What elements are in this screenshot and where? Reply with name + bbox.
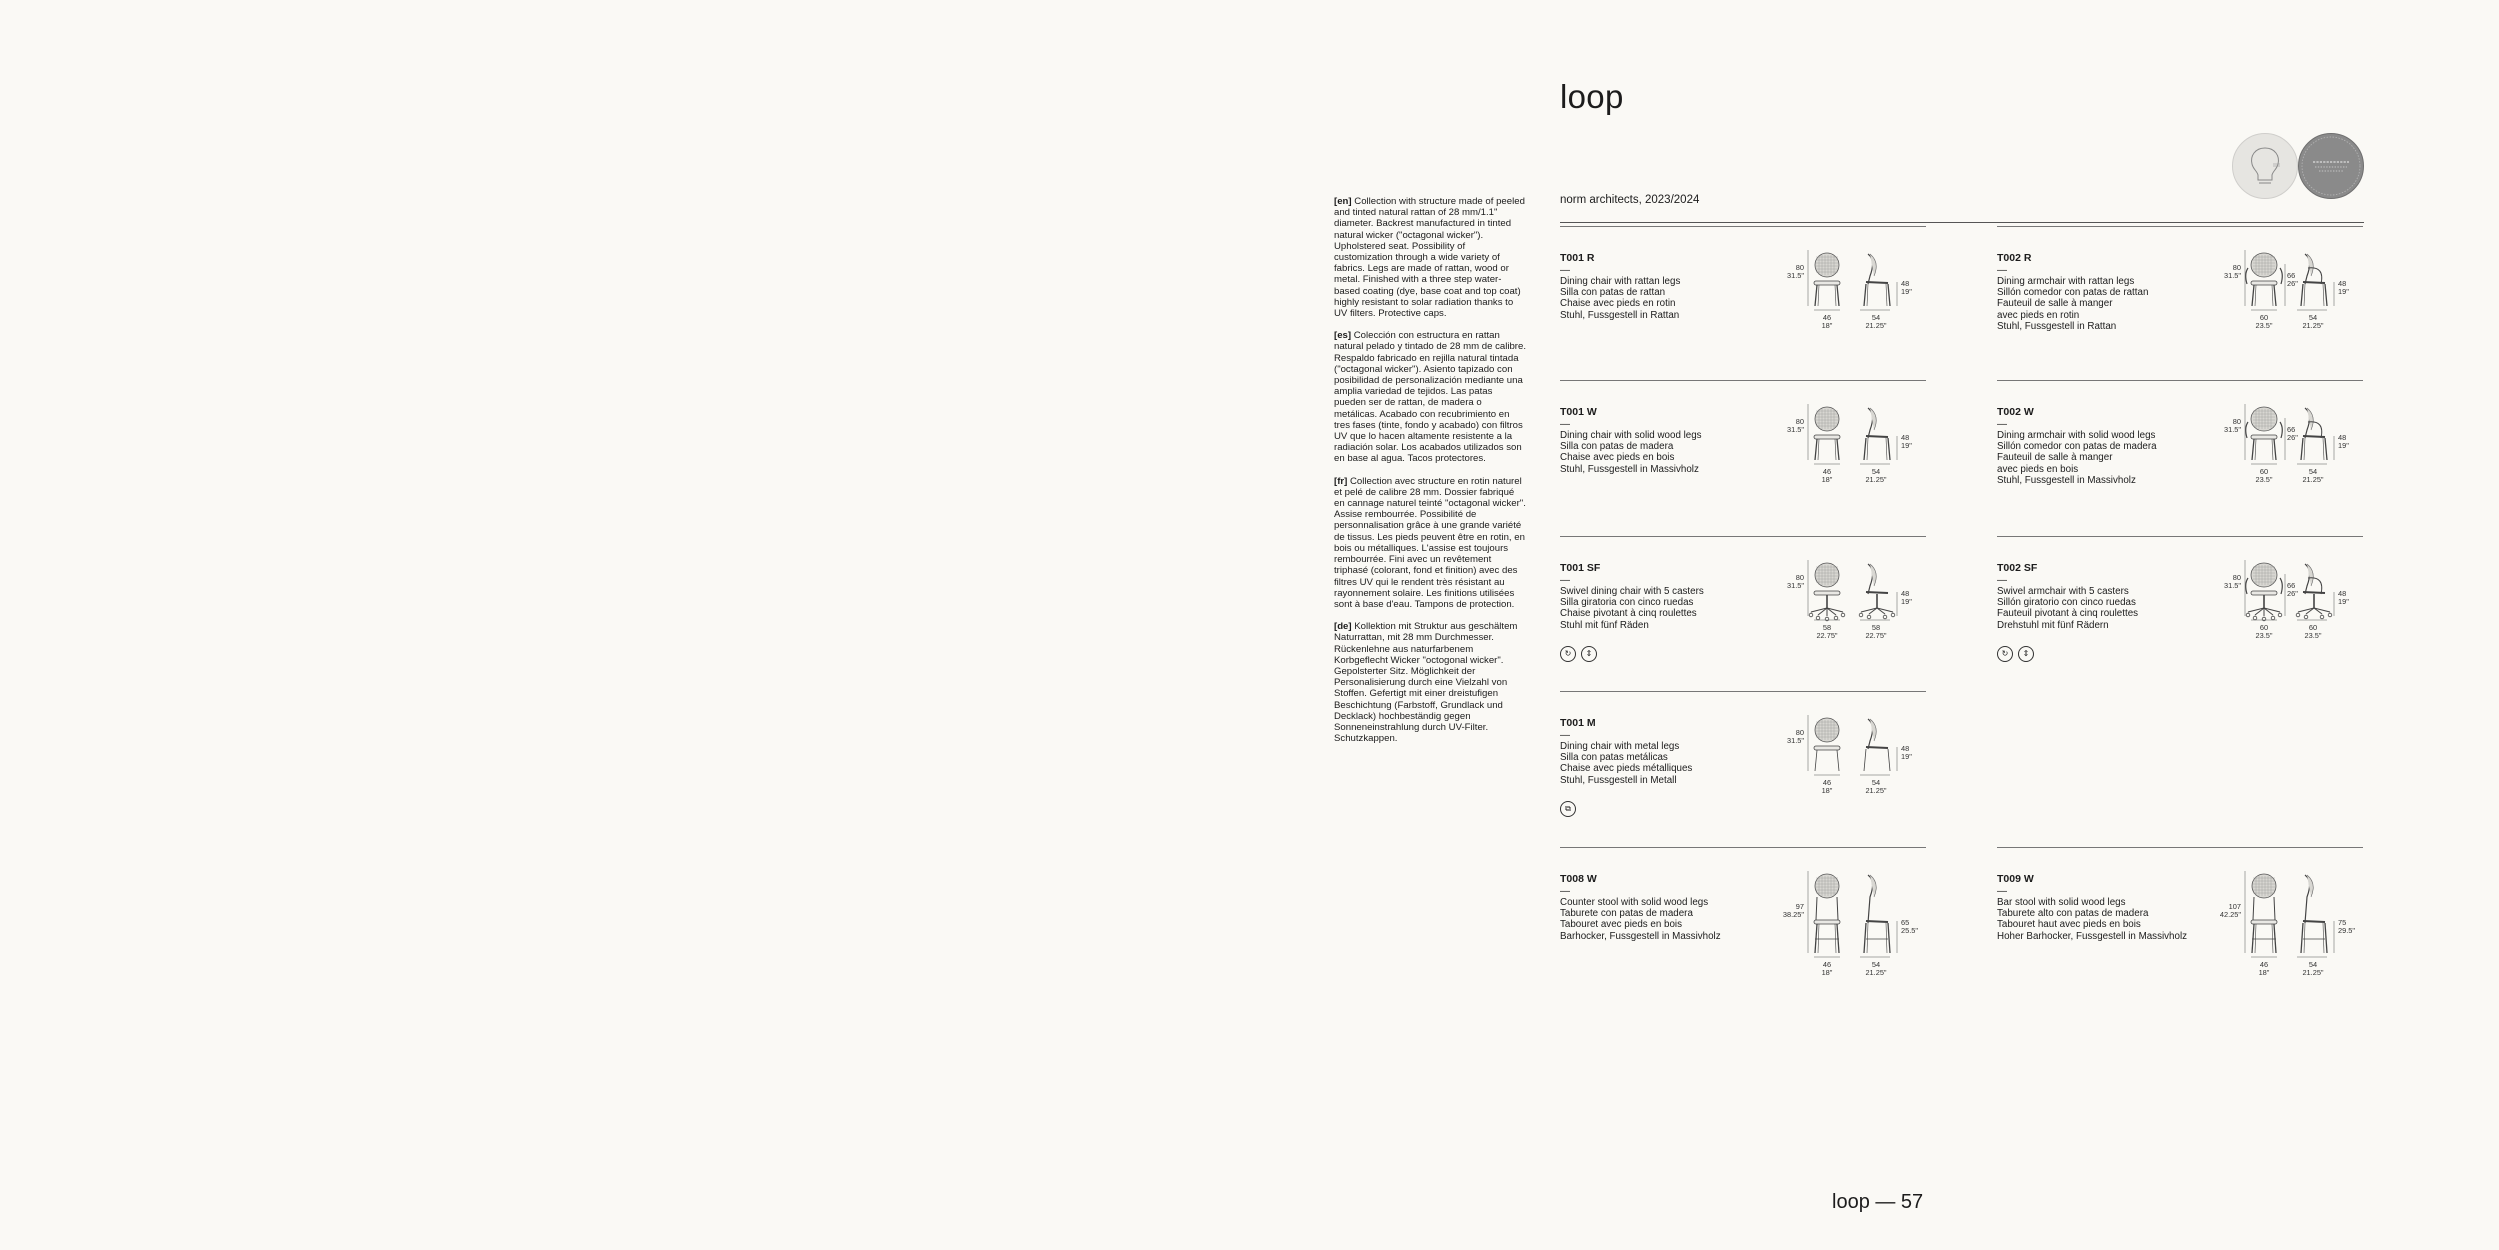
product-name-line: Stuhl mit fünf Räden xyxy=(1560,619,1649,631)
product-drawing xyxy=(2207,404,2363,516)
chair-drawing xyxy=(1814,253,1890,306)
product-name-line: Silla con patas metálicas xyxy=(1560,752,1668,764)
product-name-line: Fauteuil de salle à manger xyxy=(1997,298,2113,310)
depth-dimension: 54 xyxy=(2308,960,2318,969)
depth-dimension-inches: 21.25" xyxy=(2302,968,2324,977)
description-text: Colección con estructura en rattan natural pelado y tintado de 28 mm de calibre. Respaldo fabricado en rejilla natural tintada ("octagonal wicker"). Asiento tapizado con posibilidad de personalización mediante una amplia variedad de tejidos. Las patas pueden ser de rattan, de madera o metálicas. Acabado con recubrimiento en tres fases (tinte, fondo y acabado) con filtros UV que lo hacen altamente resistente a la radiación solar. Los acabados utilizados son en base al agua. Tacos protectores. xyxy=(1334,330,1526,465)
product-divider xyxy=(1560,691,1926,692)
product-names xyxy=(1560,741,1692,786)
product-names xyxy=(1997,276,2148,332)
depth-dimension-inches: 21.25" xyxy=(1865,475,1887,484)
depth-dimension: 54 xyxy=(2308,313,2318,322)
product-name-line: Taburete con patas de madera xyxy=(1560,908,1693,920)
width-dimension: 60 xyxy=(2259,313,2269,322)
seat-height-dimension: 48 xyxy=(1901,744,1910,753)
stackable-icon: ⧉ xyxy=(1560,801,1576,817)
product-entry xyxy=(1997,847,2363,975)
arm-height-dimension: 66 xyxy=(2287,271,2296,280)
product-drawing xyxy=(2207,560,2363,672)
designer-credit: norm architects, 2023/2024 xyxy=(1560,194,1700,206)
product-divider xyxy=(1560,536,1926,537)
product-name-line: Chaise avec pieds en rotin xyxy=(1560,298,1676,310)
product-entry xyxy=(1560,380,1926,508)
width-dimension-inches: 23.5" xyxy=(2255,475,2273,484)
product-name-line: Sillón comedor con patas de rattan xyxy=(1997,287,2149,299)
collection-description xyxy=(1334,196,1526,755)
description-text: Collection avec structure en rotin naturel et pelé de calibre 28 mm. Dossier fabriqué en cannage naturel teinté "octagonal wicker". Assise rembourrée. Possibilité de personnalisation grâce à une grande variété de tissus. Les pieds peuvent être en rotin, en bois ou métalliques. L'assise est toujours rembourrée. Fini avec un revêtement triphasé (colorant, fond et finition) avec des filtres UV qui le rendent très résistant au rayonnement solaire. Les finitions utilisées sont à base d'eau. Tampons de protection. xyxy=(1334,475,1526,610)
product-name-line: Silla con patas de rattan xyxy=(1560,287,1666,299)
product-dash: — xyxy=(1560,575,1570,586)
dimensions xyxy=(2224,560,2349,640)
product-name-line: Sillón comedor con patas de madera xyxy=(1997,441,2157,453)
chair-drawing xyxy=(2251,874,2327,953)
depth-dimension-inches: 21.25" xyxy=(1865,786,1887,795)
product-divider xyxy=(1997,536,2363,537)
product-code: T001 M xyxy=(1560,717,1596,729)
arm-height-dimension: 66 xyxy=(2287,581,2296,590)
product-dash: — xyxy=(1560,265,1570,276)
seat-height-dimension-inches: 19" xyxy=(2338,287,2349,296)
product-name-line: Hoher Barhocker, Fussgestell in Massivholz xyxy=(1997,930,2188,942)
width-dimension-inches: 23.5" xyxy=(2255,321,2273,330)
product-name-line: Stuhl, Fussgestell in Rattan xyxy=(1997,320,2117,332)
product-names xyxy=(1560,897,1721,942)
product-feature-icons xyxy=(1997,646,2034,662)
width-dimension: 46 xyxy=(1822,467,1832,476)
product-entry xyxy=(1560,536,1926,664)
seat-height-dimension-inches: 19" xyxy=(2338,597,2349,606)
description-paragraph xyxy=(1334,330,1526,464)
depth-dimension-inches: 21.25" xyxy=(2302,321,2324,330)
product-name-line: Barhocker, Fussgestell in Massivholz xyxy=(1560,930,1721,942)
product-drawing xyxy=(1770,715,1926,827)
dimensions xyxy=(2224,250,2349,330)
product-name-line: Dining chair with metal legs xyxy=(1560,741,1680,752)
width-dimension-inches: 23.5" xyxy=(2255,631,2273,640)
height-dimension-inches: 31.5" xyxy=(1786,425,1804,434)
product-dash: — xyxy=(1997,575,2007,586)
depth-dimension-inches: 21.25" xyxy=(2302,475,2324,484)
product-name-line: Silla con patas de madera xyxy=(1560,441,1674,453)
depth-dimension: 54 xyxy=(1871,467,1881,476)
description-text: Kollektion mit Struktur aus geschältem Naturrattan, mit 28 mm Durchmesser. Rückenlehne aus naturfarbenem Korbgeflecht Wicker "octogonal wicker". Gepolsterter Sitz. Möglichkeit der Personalisierung durch eine Vielzahl von Stoffen. Gefertigt mit einer dreistufigen Beschichtung (Farbstoff, Grundlack und Decklack) hochbeständig gegen Sonneneinstrahlung durch UV-Filter. Schutzkappen. xyxy=(1334,621,1518,745)
height-dimension: 80 xyxy=(2232,573,2241,582)
seat-height-dimension: 48 xyxy=(2338,589,2347,598)
product-drawing xyxy=(1770,560,1926,672)
product-drawing xyxy=(2207,871,2363,983)
depth-dimension-inches: 21.25" xyxy=(1865,321,1887,330)
height-dimension-inches: 38.25" xyxy=(1782,910,1804,919)
chair-drawing xyxy=(1814,407,1890,460)
width-dimension: 46 xyxy=(1822,960,1832,969)
product-dash: — xyxy=(1560,419,1570,430)
product-name-line: Tabouret avec pieds en bois xyxy=(1560,919,1682,931)
product-name-line: Tabouret haut avec pieds en bois xyxy=(1997,919,2141,931)
product-name-line: Stuhl, Fussgestell in Rattan xyxy=(1560,309,1680,321)
product-name-line: Dining armchair with solid wood legs xyxy=(1997,430,2156,441)
product-feature-icons xyxy=(1560,801,1576,817)
product-name-line: Counter stool with solid wood legs xyxy=(1560,897,1709,908)
product-code: T008 W xyxy=(1560,873,1597,885)
width-dimension-inches: 18" xyxy=(1821,321,1833,330)
height-adjust-icon: ⇕ xyxy=(1581,646,1597,662)
award-badge-icon xyxy=(2232,133,2298,199)
arm-height-dimension: 66 xyxy=(2287,425,2296,434)
product-code: T001 R xyxy=(1560,252,1595,264)
page-title: loop xyxy=(1560,78,1624,115)
product-name-line: Stuhl, Fussgestell in Massivholz xyxy=(1560,463,1699,475)
product-dash: — xyxy=(1997,886,2007,897)
height-dimension-inches: 31.5" xyxy=(2223,271,2241,280)
height-dimension-inches: 31.5" xyxy=(1786,271,1804,280)
depth-dimension-inches: 23.5" xyxy=(2304,631,2322,640)
depth-dimension: 60 xyxy=(2308,623,2318,632)
depth-dimension: 58 xyxy=(1871,623,1881,632)
product-dash: — xyxy=(1560,886,1570,897)
product-divider xyxy=(1560,847,1926,848)
language-tag: [es] xyxy=(1334,330,1352,342)
seat-height-dimension: 48 xyxy=(2338,279,2347,288)
height-dimension: 80 xyxy=(1795,728,1804,737)
swivel-icon: ↻ xyxy=(1997,646,2013,662)
product-name-line: Taburete alto con patas de madera xyxy=(1997,908,2149,920)
product-names xyxy=(1560,586,1704,631)
product-divider xyxy=(1560,380,1926,381)
product-divider xyxy=(1997,226,2363,227)
product-drawing xyxy=(2207,250,2363,362)
depth-dimension: 54 xyxy=(1871,960,1881,969)
product-names xyxy=(1997,897,2187,942)
product-name-line: Chaise avec pieds en bois xyxy=(1560,452,1675,464)
product-name-line: Fauteuil de salle à manger xyxy=(1997,452,2113,464)
arm-height-dimension-inches: 26" xyxy=(2287,433,2298,442)
height-dimension: 80 xyxy=(1795,263,1804,272)
seat-height-dimension: 75 xyxy=(2338,918,2347,927)
product-drawing xyxy=(1770,404,1926,516)
product-name-line: Swivel armchair with 5 casters xyxy=(1997,586,2129,597)
dimensions xyxy=(1787,404,1912,484)
width-dimension: 46 xyxy=(1822,778,1832,787)
description-paragraph xyxy=(1334,621,1526,744)
product-code: T002 SF xyxy=(1997,562,2038,574)
product-name-line: Chaise avec pieds métalliques xyxy=(1560,763,1693,775)
dimensions xyxy=(1787,250,1912,330)
swivel-icon: ↻ xyxy=(1560,646,1576,662)
chair-drawing xyxy=(1809,563,1895,621)
language-tag: [en] xyxy=(1334,196,1352,207)
product-drawing xyxy=(1770,250,1926,362)
language-tag: [fr] xyxy=(1334,475,1348,487)
width-dimension: 60 xyxy=(2259,467,2269,476)
seat-height-dimension-inches: 29.5" xyxy=(2338,926,2356,935)
height-dimension-inches: 42.25" xyxy=(2219,910,2241,919)
description-paragraph xyxy=(1334,196,1526,319)
width-dimension-inches: 18" xyxy=(1821,786,1833,795)
dimensions xyxy=(1783,871,1919,977)
product-names xyxy=(1997,430,2157,486)
product-code: T002 W xyxy=(1997,406,2034,418)
product-divider xyxy=(1560,226,1926,227)
product-entry xyxy=(1997,380,2363,508)
seat-height-dimension: 48 xyxy=(1901,433,1910,442)
product-entry xyxy=(1560,226,1926,354)
product-code: T009 W xyxy=(1997,873,2034,885)
product-drawing xyxy=(1770,871,1926,983)
product-names xyxy=(1560,430,1702,475)
product-name-line: Fauteuil pivotant à cinq roulettes xyxy=(1997,608,2139,620)
height-dimension-inches: 31.5" xyxy=(1786,736,1804,745)
product-name-line: Stuhl, Fussgestell in Massivholz xyxy=(1997,474,2136,486)
width-dimension: 46 xyxy=(2259,960,2269,969)
product-entry xyxy=(1997,536,2363,664)
width-dimension-inches: 22.75" xyxy=(1816,631,1838,640)
seat-height-dimension-inches: 25.5" xyxy=(1901,926,1919,935)
product-code: T002 R xyxy=(1997,252,2032,264)
height-dimension-inches: 31.5" xyxy=(1786,581,1804,590)
product-entry xyxy=(1560,691,1926,819)
product-entry xyxy=(1997,226,2363,354)
product-dash: — xyxy=(1997,265,2007,276)
product-name-line: Stuhl, Fussgestell in Metall xyxy=(1560,774,1677,786)
description-text: Collection with structure made of peeled and tinted natural rattan of 28 mm/1.1" diameter. Backrest manufactured in tinted natural wicker ("octagonal wicker"). Upholstered seat. Possibility of customization through a wide variety of fabrics. Legs are made of rattan, wood or metal. Finished with a three step water-based coating (dye, base coat and top coat) highly resistant to solar radiation thanks to UV filters. Protective caps. xyxy=(1334,196,1525,320)
width-dimension-inches: 18" xyxy=(1821,475,1833,484)
width-dimension: 58 xyxy=(1822,623,1832,632)
seat-height-dimension-inches: 19" xyxy=(1901,287,1912,296)
seat-height-dimension: 48 xyxy=(1901,279,1910,288)
seat-height-dimension-inches: 19" xyxy=(1901,752,1912,761)
seat-height-dimension-inches: 19" xyxy=(2338,441,2349,450)
product-names xyxy=(1560,276,1680,321)
product-name-line: Bar stool with solid wood legs xyxy=(1997,897,2126,908)
width-dimension-inches: 18" xyxy=(2258,968,2270,977)
product-name-line: Swivel dining chair with 5 casters xyxy=(1560,586,1704,597)
seat-height-dimension: 48 xyxy=(1901,589,1910,598)
product-name-line: Silla giratoria con cinco ruedas xyxy=(1560,597,1694,609)
height-dimension: 97 xyxy=(1795,902,1804,911)
height-dimension: 107 xyxy=(2228,902,2241,911)
chair-drawing xyxy=(1814,874,1890,953)
product-names xyxy=(1997,586,2138,631)
arm-height-dimension-inches: 26" xyxy=(2287,589,2298,598)
height-dimension: 80 xyxy=(2232,417,2241,426)
seat-height-dimension-inches: 19" xyxy=(1901,597,1912,606)
height-dimension-inches: 31.5" xyxy=(2223,581,2241,590)
product-name-line: Sillón giratorio con cinco ruedas xyxy=(1997,597,2136,609)
product-name-line: avec pieds en bois xyxy=(1997,463,2079,475)
seal-badge-icon xyxy=(2298,133,2364,199)
header-divider xyxy=(1560,222,2364,223)
product-name-line: Dining chair with solid wood legs xyxy=(1560,430,1702,441)
width-dimension-inches: 18" xyxy=(1821,968,1833,977)
product-name-line: Dining chair with rattan legs xyxy=(1560,276,1681,287)
height-dimension: 80 xyxy=(2232,263,2241,272)
page-footer: loop — 57 xyxy=(1832,1191,1924,1213)
width-dimension: 46 xyxy=(1822,313,1832,322)
product-feature-icons xyxy=(1560,646,1597,662)
depth-dimension: 54 xyxy=(1871,778,1881,787)
product-divider xyxy=(1997,380,2363,381)
chair-drawing xyxy=(1814,718,1890,771)
arm-height-dimension-inches: 26" xyxy=(2287,279,2298,288)
product-name-line: Chaise pivotant à cinq roulettes xyxy=(1560,608,1697,620)
product-name-line: Dining armchair with rattan legs xyxy=(1997,276,2135,287)
dimensions xyxy=(1787,560,1912,640)
dimensions xyxy=(2224,404,2349,484)
depth-dimension: 54 xyxy=(1871,313,1881,322)
language-tag: [de] xyxy=(1334,621,1352,633)
height-dimension: 80 xyxy=(1795,417,1804,426)
seat-height-dimension: 48 xyxy=(2338,433,2347,442)
dimensions xyxy=(2220,871,2356,977)
product-dash: — xyxy=(1560,730,1570,741)
product-entry xyxy=(1560,847,1926,975)
product-name-line: avec pieds en rotin xyxy=(1997,309,2080,321)
height-adjust-icon: ⇕ xyxy=(2018,646,2034,662)
seat-height-dimension: 65 xyxy=(1901,918,1910,927)
width-dimension: 60 xyxy=(2259,623,2269,632)
depth-dimension: 54 xyxy=(2308,467,2318,476)
product-divider xyxy=(1997,847,2363,848)
height-dimension: 80 xyxy=(1795,573,1804,582)
depth-dimension-inches: 22.75" xyxy=(1865,631,1887,640)
height-dimension-inches: 31.5" xyxy=(2223,425,2241,434)
dimensions xyxy=(1787,715,1912,795)
product-code: T001 W xyxy=(1560,406,1597,418)
product-dash: — xyxy=(1997,419,2007,430)
description-paragraph xyxy=(1334,476,1526,610)
product-code: T001 SF xyxy=(1560,562,1601,574)
depth-dimension-inches: 21.25" xyxy=(1865,968,1887,977)
seat-height-dimension-inches: 19" xyxy=(1901,441,1912,450)
product-name-line: Drehstuhl mit fünf Rädern xyxy=(1997,619,2109,631)
